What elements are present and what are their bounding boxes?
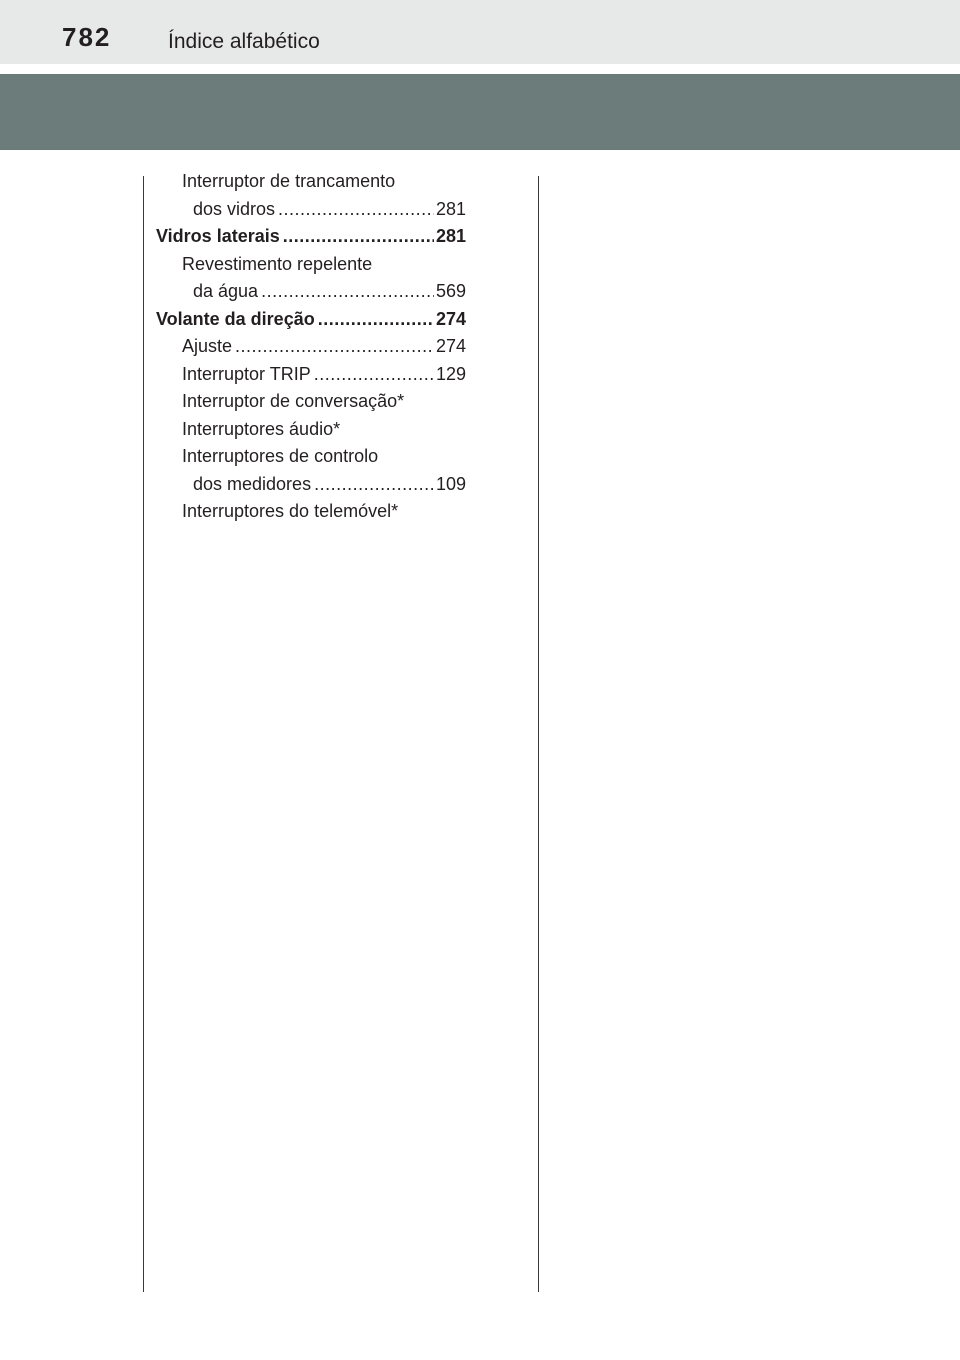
entry-page: 274 xyxy=(435,308,466,329)
entry-text: Interruptor TRIP xyxy=(182,363,311,384)
index-entry xyxy=(156,471,466,499)
index-entry xyxy=(156,196,466,224)
dot-leader xyxy=(318,306,434,334)
dot-leader xyxy=(314,471,434,499)
page-title: Índice alfabético xyxy=(168,30,320,53)
entry-text: Interruptor de conversação* xyxy=(182,391,405,411)
entry-text: Interruptores de controlo xyxy=(182,446,379,466)
column-divider-right xyxy=(538,176,539,1292)
index-entry xyxy=(156,443,466,471)
index-entry xyxy=(156,388,466,416)
entry-text: Interruptores áudio* xyxy=(182,418,341,439)
dot-leader xyxy=(314,361,434,389)
index-entry xyxy=(156,333,466,361)
index-list xyxy=(156,168,466,526)
index-entry xyxy=(156,306,466,334)
dot-leader xyxy=(278,196,434,224)
entry-page: 129 xyxy=(435,363,466,384)
entry-page: 281 xyxy=(435,198,466,219)
entry-page: 569 xyxy=(435,281,466,301)
index-entry xyxy=(156,416,466,444)
column-divider-left xyxy=(143,176,144,1292)
entry-text: Ajuste xyxy=(182,336,233,356)
dot-leader xyxy=(283,223,434,251)
entry-text: Vidros laterais xyxy=(156,226,280,246)
index-entry xyxy=(156,223,466,251)
entry-text: Revestimento repelente xyxy=(182,253,373,274)
entry-text: Volante da direção xyxy=(156,308,315,329)
index-entry xyxy=(156,251,466,279)
dot-leader xyxy=(261,278,434,306)
entry-page: 274 xyxy=(435,336,466,356)
entry-text: Interruptor de trancamento xyxy=(182,171,396,191)
page-number: 782 xyxy=(62,22,112,52)
index-entry xyxy=(156,168,466,196)
dot-leader xyxy=(235,333,434,361)
entry-page: 109 xyxy=(435,473,466,494)
entry-text: dos vidros xyxy=(193,198,276,219)
index-entry xyxy=(156,278,466,306)
index-entry xyxy=(156,498,466,526)
section-bar xyxy=(0,74,960,150)
entry-text: dos medidores xyxy=(193,473,312,494)
entry-text: da água xyxy=(193,281,259,301)
entry-text: Interruptores do telemóvel* xyxy=(182,501,399,521)
page-header xyxy=(0,0,960,64)
entry-page: 281 xyxy=(435,226,466,246)
index-entry xyxy=(156,361,466,389)
